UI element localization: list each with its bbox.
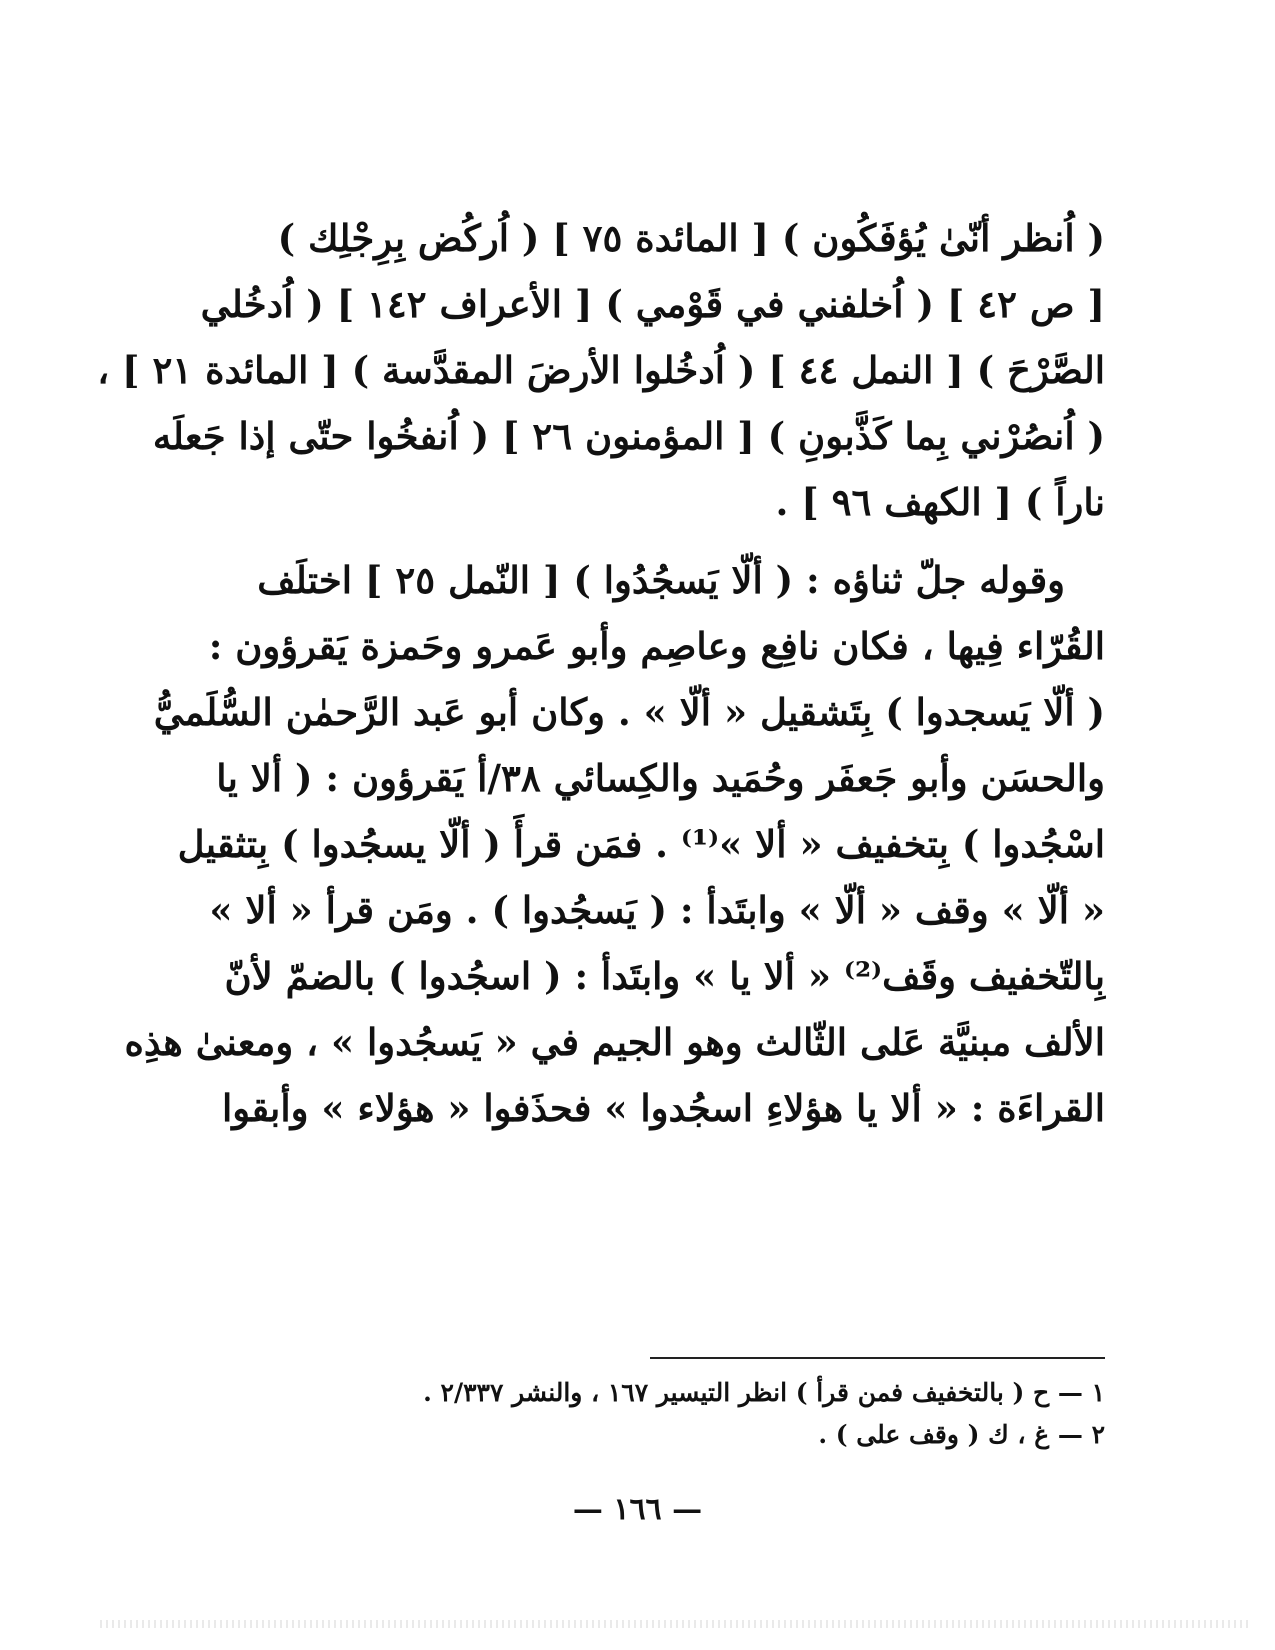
footnotes	[295, 1372, 1105, 1456]
text-line: ناراً ) [ الكهف ٩٦ ] .	[775, 480, 1105, 524]
page-number: — ١٦٦ —	[572, 1492, 703, 1527]
text-line: وقوله جلّ ثناؤه : ( ألّا يَسجُدُوا ) [ النّمل ٢٥ ] اختلَف	[257, 558, 1065, 602]
text-line: الألف مبنيَّة عَلى الثّالث وهو الجيم في « يَسجُدوا » ، ومعنىٰ هذِه	[124, 1020, 1105, 1064]
text-line: الصَّرْحَ ) [ النمل ٤٤ ] ( اُدخُلوا الأرضَ المقدَّسة ) [ المائدة ٢١ ] ،	[97, 348, 1105, 392]
text-line: [ ص ٤٢ ] ( اُخلفني في قَوْمي ) [ الأعراف ١٤٢ ] ( اُدخُلي	[200, 282, 1105, 326]
paragraph-2	[257, 547, 1105, 613]
text-line: القراءَة : « ألا يا هؤلاءِ اسجُدوا » فحذَفوا « هؤلاء » وأبقوا	[221, 1086, 1105, 1130]
footnote-2: ٢ — غ ، ك ( وقف على ) .	[818, 1420, 1105, 1449]
scan-artifact	[100, 1620, 1250, 1628]
paragraph-1	[97, 205, 1105, 535]
text-line: ( اُنظر أنّىٰ يُؤفَكُون ) [ المائدة ٧٥ ] ( اُركُض بِرِجْلِك )	[277, 216, 1105, 260]
text-line: بِالتّخفيف وقَف⁽²⁾ « ألا يا » وابتَدأ : ( اسجُدوا ) بالضمّ لأنّ	[224, 954, 1105, 998]
footnote-divider	[650, 1357, 1105, 1359]
text-line: ( اُنصُرْني بِما كَذَّبونِ ) [ المؤمنون ٢٦ ] ( اُنفخُوا حتّى إذا جَعلَه	[152, 414, 1105, 458]
footnote-1: ١ — ح ( بالتخفيف فمن قرأ ) انظر التيسير ١٦٧ ، والنشر ٢/٣٣٧ .	[423, 1378, 1105, 1407]
main-text	[97, 205, 1105, 1141]
text-line: والحسَن وأبو جَعفَر وحُمَيد والكِسائي ٣٨/أ يَقرؤون : ( ألا يا	[216, 756, 1105, 800]
text-line: القُرّاء فِيها ، فكان نافِع وعاصِم وأبو عَمرو وحَمزة يَقرؤون :	[208, 624, 1105, 668]
text-line: « ألّا » وقف « ألّا » وابتَدأ : ( يَسجُدوا ) . ومَن قرأ « ألا »	[209, 888, 1105, 932]
paragraph-2-continued	[124, 613, 1105, 1141]
text-line: اسْجُدوا ) بِتخفيف « ألا »⁽¹⁾ . فمَن قرأَ ( ألّا يسجُدوا ) بِتثقيل	[177, 822, 1105, 866]
text-line: ( ألّا يَسجدوا ) بِتَشقيل « ألّا » . وكان أبو عَبد الرَّحمٰن السُّلَميُّ	[153, 690, 1105, 734]
